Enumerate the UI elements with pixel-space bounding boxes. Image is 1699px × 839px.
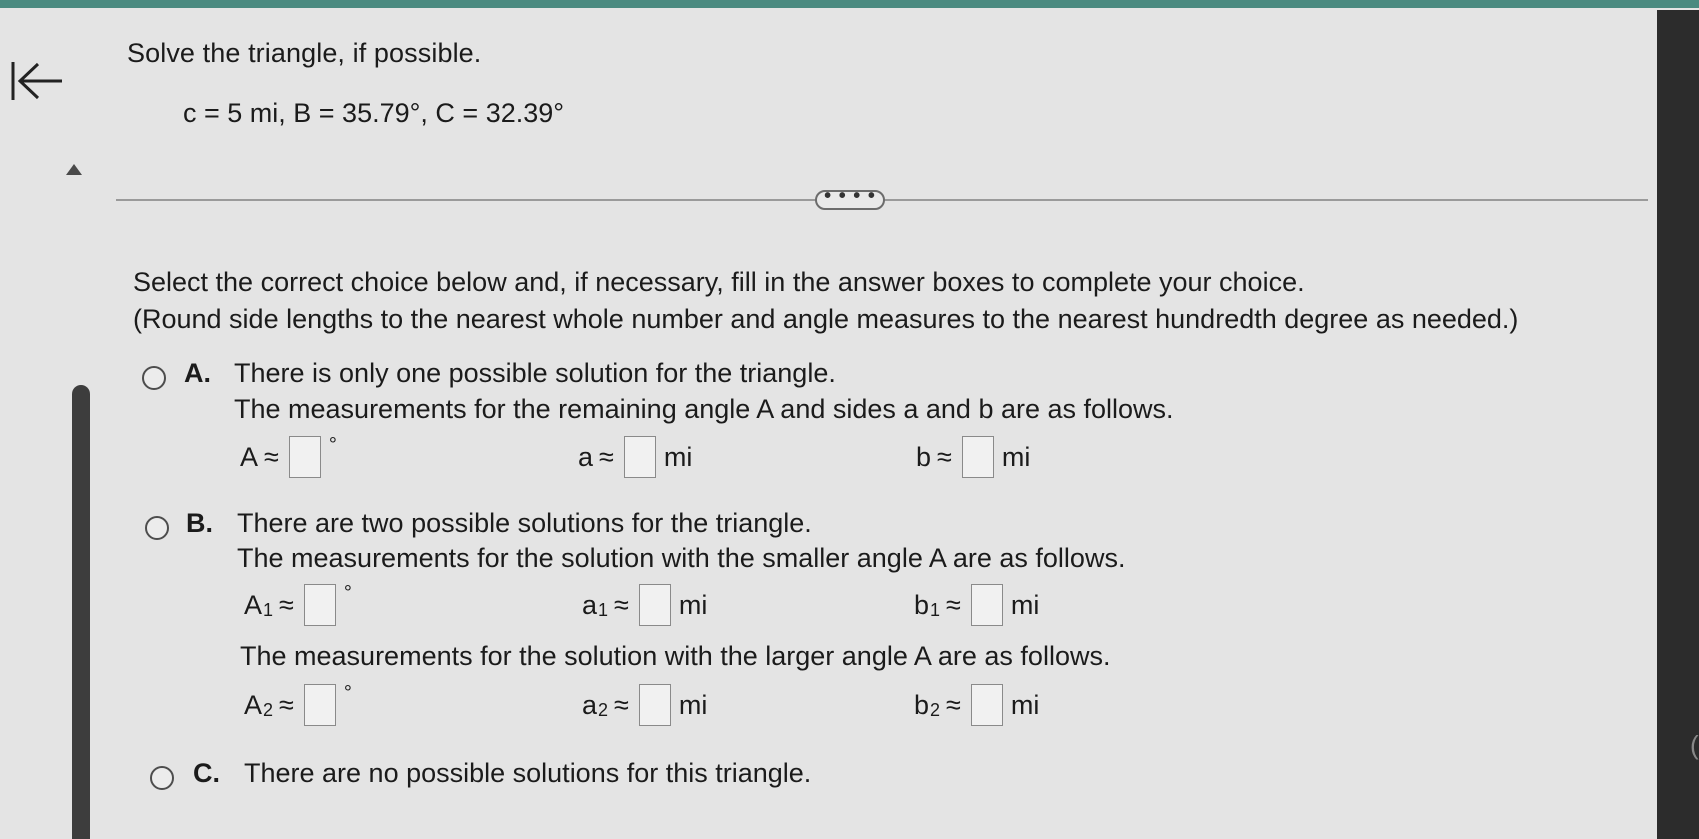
var-label: A xyxy=(244,590,263,620)
answer-box-b-side-a1[interactable] xyxy=(639,584,671,626)
answer-box-a-side-a[interactable] xyxy=(624,436,656,478)
approx-symbol: ≈ xyxy=(279,590,294,620)
approx-symbol: ≈ xyxy=(264,442,279,472)
choice-b-side-a2-field xyxy=(582,690,707,732)
answer-box-a-side-b[interactable] xyxy=(962,436,994,478)
subscript: 1 xyxy=(598,600,609,620)
subscript: 2 xyxy=(263,700,274,720)
var-label: b xyxy=(916,442,932,472)
var-label: A xyxy=(240,442,259,472)
choice-a-radio[interactable] xyxy=(142,366,166,390)
unit-label: mi xyxy=(663,442,693,472)
choice-a-letter: A. xyxy=(184,358,211,388)
answer-box-b-side-b2[interactable] xyxy=(971,684,1003,726)
choice-b-line-3: The measurements for the solution with the larger angle A are as follows. xyxy=(240,641,1111,671)
choice-a-line-1: There is only one possible solution for the triangle. xyxy=(234,358,836,388)
choice-c-radio[interactable] xyxy=(150,766,174,790)
arrow-left-bar-icon[interactable] xyxy=(10,58,70,104)
collapse-triangle-icon[interactable] xyxy=(66,164,82,175)
subscript: 2 xyxy=(930,700,941,720)
approx-symbol: ≈ xyxy=(279,690,294,720)
top-band xyxy=(0,0,1699,8)
degree-symbol: ° xyxy=(328,434,337,456)
choice-a-side-a-field xyxy=(578,442,692,484)
var-label: b xyxy=(914,690,930,720)
unit-label: mi xyxy=(1010,590,1040,620)
given-values: c = 5 mi, B = 35.79°, C = 32.39° xyxy=(183,98,565,128)
arrow-left-bar-svg xyxy=(10,58,70,104)
choice-a-side-b-field xyxy=(916,442,1030,484)
choice-b-radio[interactable] xyxy=(145,516,169,540)
instruction-line-2: (Round side lengths to the nearest whole number and angle measures to the nearest hundredth degree as needed.) xyxy=(133,304,1519,334)
unit-label: mi xyxy=(678,690,708,720)
approx-symbol: ≈ xyxy=(614,690,629,720)
approx-symbol: ≈ xyxy=(599,442,614,472)
choice-b-angle2-field xyxy=(244,682,352,732)
choice-a-line-2: The measurements for the remaining angle A and sides a and b are as follows. xyxy=(234,394,1174,424)
question-text: Solve the triangle, if possible. xyxy=(127,38,482,68)
choice-b-side-b1-field xyxy=(914,590,1039,632)
approx-symbol: ≈ xyxy=(946,690,961,720)
subscript: 1 xyxy=(930,600,941,620)
choice-b-side-b2-field xyxy=(914,690,1039,732)
var-label: b xyxy=(914,590,930,620)
answer-box-a-angle[interactable] xyxy=(289,436,321,478)
instructions xyxy=(133,264,1518,338)
choice-c-letter: C. xyxy=(193,758,220,788)
choice-a-angle-field xyxy=(240,434,337,484)
subscript: 1 xyxy=(263,600,274,620)
answer-box-b-side-a2[interactable] xyxy=(639,684,671,726)
degree-symbol: ° xyxy=(343,682,352,704)
choice-b-line-2: The measurements for the solution with the smaller angle A are as follows. xyxy=(237,543,1126,573)
answer-box-b-angle2[interactable] xyxy=(304,684,336,726)
unit-label: mi xyxy=(1001,442,1031,472)
answer-box-b-side-b1[interactable] xyxy=(971,584,1003,626)
var-label: a xyxy=(582,690,598,720)
right-frame-bar xyxy=(1657,10,1699,839)
unit-label: mi xyxy=(1010,690,1040,720)
var-label: A xyxy=(244,690,263,720)
unit-label: mi xyxy=(678,590,708,620)
var-label: a xyxy=(578,442,594,472)
choice-b-letter: B. xyxy=(186,508,213,538)
more-button[interactable]: • • • • xyxy=(815,190,885,210)
choice-b-side-a1-field xyxy=(582,590,707,632)
answer-box-b-angle1[interactable] xyxy=(304,584,336,626)
approx-symbol: ≈ xyxy=(946,590,961,620)
subscript: 2 xyxy=(598,700,609,720)
partial-edge-glyph: ( xyxy=(1690,730,1699,760)
instruction-line-1: Select the correct choice below and, if necessary, fill in the answer boxes to complete your choice. xyxy=(133,267,1305,297)
choice-c-line-1: There are no possible solutions for this triangle. xyxy=(244,758,812,788)
approx-symbol: ≈ xyxy=(614,590,629,620)
choice-b-line-1: There are two possible solutions for the triangle. xyxy=(237,508,812,538)
degree-symbol: ° xyxy=(343,582,352,604)
left-scrollbar[interactable] xyxy=(72,385,90,839)
approx-symbol: ≈ xyxy=(937,442,952,472)
var-label: a xyxy=(582,590,598,620)
choice-b-angle1-field xyxy=(244,582,352,632)
